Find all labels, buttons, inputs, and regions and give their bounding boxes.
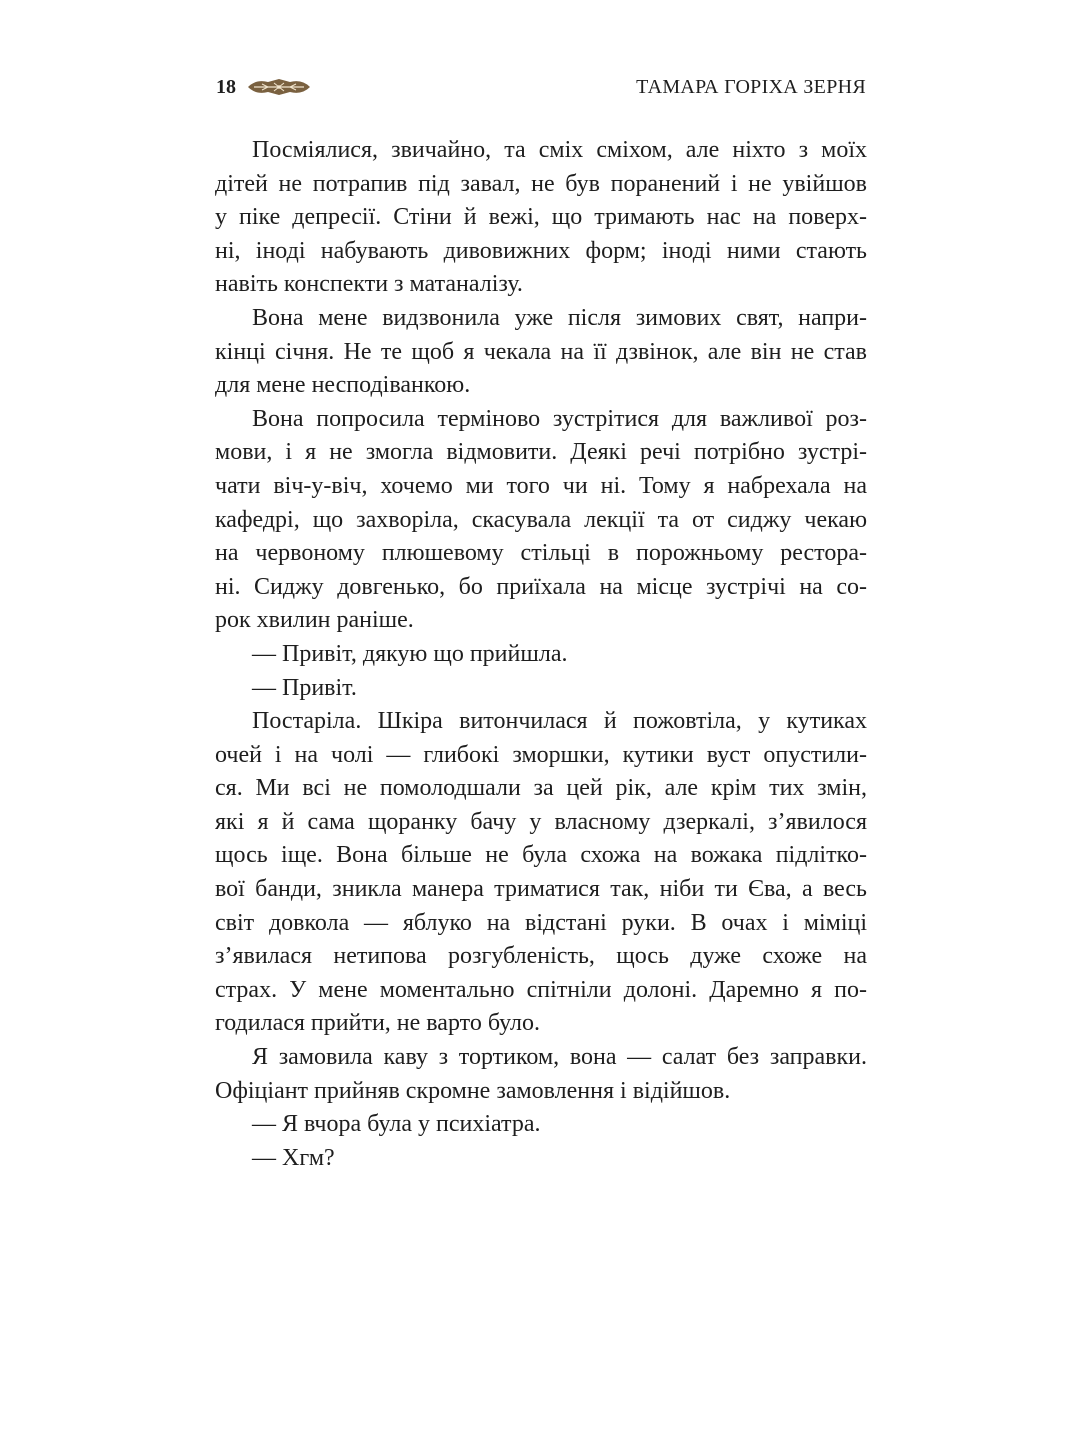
- text-line: Офіціант прийняв скромне замовлення і відійшов.: [215, 1077, 731, 1104]
- text-line: Посміялися, звичайно, та сміх сміхом, але ніхто з моїх: [252, 137, 867, 163]
- text-line: у піке депресії. Стіни й вежі, що тримають нас на поверх-: [215, 204, 867, 231]
- text-line: з’явилася нетипова розгубленість, щось дуже схоже на: [215, 943, 867, 970]
- text-line: щось іще. Вона більше не була схожа на вожака підлітко-: [215, 842, 867, 869]
- text-line: страх. У мене моментально спітніли долоні. Даремно я по-: [215, 976, 867, 1003]
- text-line: вої банди, зникла манера триматися так, ніби ти Єва, а весь: [215, 876, 867, 903]
- text-line: годилася прийти, не варто було.: [215, 1010, 541, 1037]
- text-line: мови, і я не змогла відмовити. Деякі речі потрібно зустрі-: [215, 439, 867, 466]
- text-line: кафедрі, що захворіла, скасувала лекції та от сиджу чекаю: [215, 506, 867, 533]
- text-line: — Хгм?: [252, 1144, 335, 1171]
- running-head: ТАМАРА ГОРІХА ЗЕРНЯ: [636, 76, 866, 98]
- text-line: які я й сама щоранку бачу у власному дзеркалі, з’явилося: [215, 808, 867, 835]
- text-line: Постаріла. Шкіра витончилася й пожовтіла, у кутиках: [252, 708, 867, 735]
- text-line: світ довкола — яблуко на відстані руки. В очах і міміці: [215, 909, 867, 936]
- text-line: рок хвилин раніше.: [215, 607, 414, 634]
- text-line: ні, іноді набувають дивовижних форм; іноді ними стають: [215, 237, 867, 264]
- text-line: для мене несподіванкою.: [215, 372, 471, 399]
- text-line: — Привіт.: [252, 674, 357, 701]
- page-number: 18: [216, 76, 236, 98]
- text-line: на червоному плюшевому стільці в порожньому ресторa-: [215, 540, 867, 567]
- ornamental-divider-icon: [246, 78, 312, 96]
- text-line: дітей не потрапив під завал, не був поранений і не увійшов: [215, 170, 867, 197]
- text-line: — Привіт, дякую що прийшла.: [252, 640, 568, 667]
- text-line: чати віч-у-віч, хочемо ми того чи ні. Тому я набрехала на: [215, 472, 867, 499]
- text-line: ся. Ми всі не помолодшали за цей рік, але крім тих змін,: [215, 775, 867, 802]
- text-line: очей і на чолі — глибокі зморшки, кутики вуст опустили-: [215, 741, 867, 768]
- text-line: Вона попросила терміново зустрітися для важливої роз-: [252, 405, 867, 432]
- page-header: [216, 72, 866, 102]
- text-line: навіть конспекти з матаналізу.: [215, 271, 523, 298]
- body-text: [215, 134, 867, 1175]
- text-line: кінці січня. Не те щоб я чекала на її дзвінок, але він не став: [215, 338, 867, 365]
- text-line: — Я вчора була у психіатра.: [252, 1111, 541, 1138]
- text-line: Я замовила каву з тортиком, вона — салат без заправки.: [252, 1044, 867, 1071]
- text-line: Вона мене видзвонила уже після зимових свят, напри-: [252, 304, 867, 331]
- text-line: ні. Сиджу довгенько, бо приїхала на місце зустрічі на со-: [215, 573, 867, 600]
